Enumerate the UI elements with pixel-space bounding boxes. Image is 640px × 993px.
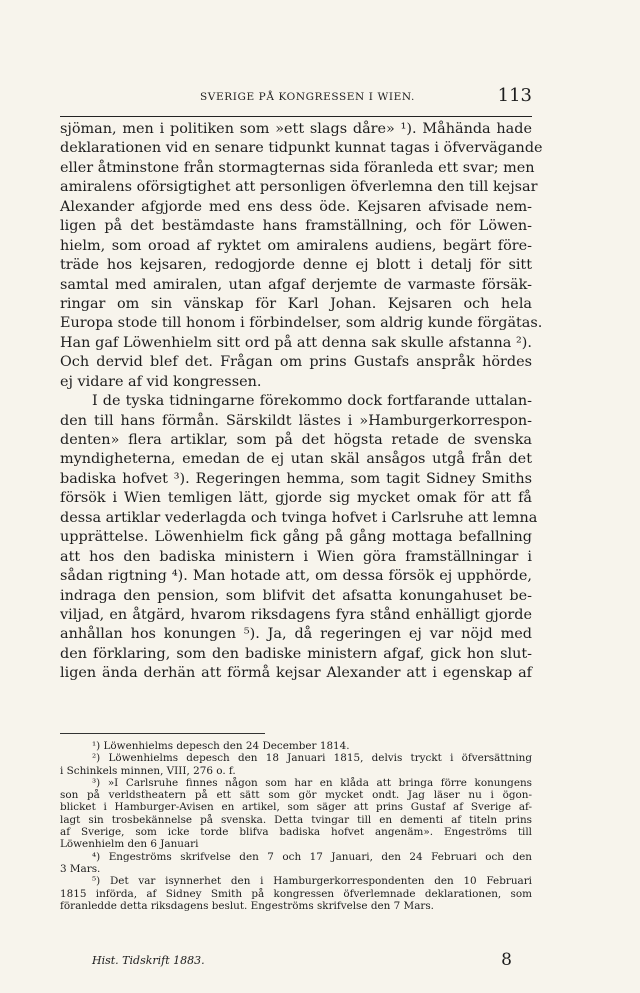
body-line: upprättelse. Löwenhielm fick gång på gång mottaga befallning [60, 529, 532, 546]
body-line: denten» flera artiklar, som på det högsta retade de svenska [60, 432, 532, 448]
signature-number: 8 [501, 950, 512, 970]
footnote-line: lagt sin trosbekännelse på svenska. Detta tvingar till en dementi af titeln prins [60, 813, 532, 826]
footnote-line: föranledde detta riksdagens beslut. Engeströms skrifvelse den 7 Mars. [60, 899, 434, 912]
body-line: ej vidare af vid kongressen. [60, 373, 262, 390]
body-line: sjöman, men i politiken som »ett slags dåre» ¹). Måhända hade [60, 121, 532, 137]
footnote-line: i Schinkels minnen, VIII, 276 o. f. [60, 764, 236, 777]
body-line: Och dervid blef det. Frågan om prins Gustafs anspråk hördes [60, 354, 532, 371]
signature-label: Hist. Tidskrift 1883. [92, 954, 205, 967]
body-line: deklarationen vid en senare tidpunkt kunnat tagas i öfvervägande [60, 140, 543, 157]
body-line: I de tyska tidningarne förekommo dock fortfarande uttalan- [92, 393, 532, 410]
body-line: viljad, en åtgärd, hvarom riksdagens fyra stånd enhälligt gjorde [60, 606, 532, 623]
body-line: myndigheterna, emedan de ej utan skäl ansågos utgå från det [60, 451, 532, 468]
body-line: hielm, som oroad af ryktet om amiralens audiens, begärt före- [60, 237, 532, 254]
signature-line [92, 952, 532, 972]
page-number: 113 [497, 85, 532, 106]
footnote-line: son på verldstheatern på ett sätt som gör mycket ondt. Jag läser nu i ögon- [60, 789, 532, 802]
body-line: Alexander afgjorde med ens dess öde. Kejsaren afvisade nem- [60, 198, 532, 215]
running-title: SVERIGE PÅ KONGRESSEN I WIEN. [200, 91, 415, 103]
body-line: att hos den badiska ministern i Wien göra framställningar i [60, 548, 532, 565]
footnote-line: blicket i Hamburger-Avisen en artikel, som säger att prins Gustaf af Sverige af- [60, 801, 532, 814]
body-line: träde hos kejsaren, redogjorde denne ej blott i detalj för sitt [60, 257, 532, 274]
body-line: den förklaring, som den badiske ministern afgaf, gick hon slut- [60, 645, 532, 662]
body-line: sådan rigtning ⁴). Man hotade att, om dessa försök ej upphörde, [60, 568, 532, 585]
body-line: anhållan hos konungen ⁵). Ja, då regeringen ej var nöjd med [60, 626, 532, 643]
footnote-line: ⁴) Engeströms skrifvelse den 7 och 17 Januari, den 24 Februari och den [92, 850, 532, 863]
body-line: ringar om sin vänskap för Karl Johan. Kejsaren och hela [60, 295, 532, 312]
body-line: ligen ända derhän att förmå kejsar Alexander att i egenskap af [60, 665, 532, 682]
body-line: försök i Wien temligen lätt, gjorde sig mycket omak för att få [60, 490, 532, 507]
footnote-line: ¹) Löwenhielms depesch den 24 December 1814. [92, 740, 350, 752]
footnote-line: 1815 införda, af Sidney Smith på kongressen öfverlemnade deklarationen, som [60, 887, 532, 900]
footnote-line: ²) Löwenhielms depesch den 18 Januari 1815, delvis tryckt i öfversättning [92, 752, 532, 765]
body-line: eller åtminstone från stormagternas sida föranleda ett svar; men [60, 159, 535, 176]
body-line: Han gaf Löwenhielm sitt ord på att denna sak skulle afstanna ²). [60, 334, 532, 351]
footnote-line: Löwenhielm den 6 Januari [60, 838, 199, 851]
body-line: den till hans förmån. Särskildt lästes i »Hamburgerkorrespon- [60, 412, 532, 429]
body-line: amiralens oförsigtighet att personligen öfverlemna den till kejsar [60, 179, 538, 196]
footnote-line: ⁵) Det var isynnerhet den i Hamburgerkorrespondenten den 10 Februari [92, 875, 532, 888]
footnotes [60, 740, 532, 912]
footnote-line: af Sverige, som icke torde blifva badiska hofvet angenäm». Engeströms till [60, 826, 532, 839]
body-line: ligen på det bestämdaste hans framställning, och för Löwen- [60, 218, 532, 235]
body-line: dessa artiklar vederlagda och tvinga hofvet i Carlsruhe att lemna [60, 509, 538, 526]
footnote-line: ³) »I Carlsruhe finnes någon som har en klåda att bringa förre konungens [92, 776, 532, 789]
body-line: Europa stode till honom i förbindelser, som aldrig kunde förgätas. [60, 315, 543, 332]
body-line: indraga den pension, som blifvit det afsatta konungahuset be- [60, 587, 532, 604]
running-head [60, 85, 532, 109]
footnote-rule [60, 733, 265, 734]
body-line: badiska hofvet ³). Regeringen hemma, som tagit Sidney Smiths [60, 470, 532, 487]
header-rule [60, 116, 532, 117]
body-line: samtal med amiralen, utan afgaf derjemte de varmaste försäk- [60, 276, 532, 293]
footnote-line: 3 Mars. [60, 862, 101, 875]
body-text [60, 120, 543, 684]
